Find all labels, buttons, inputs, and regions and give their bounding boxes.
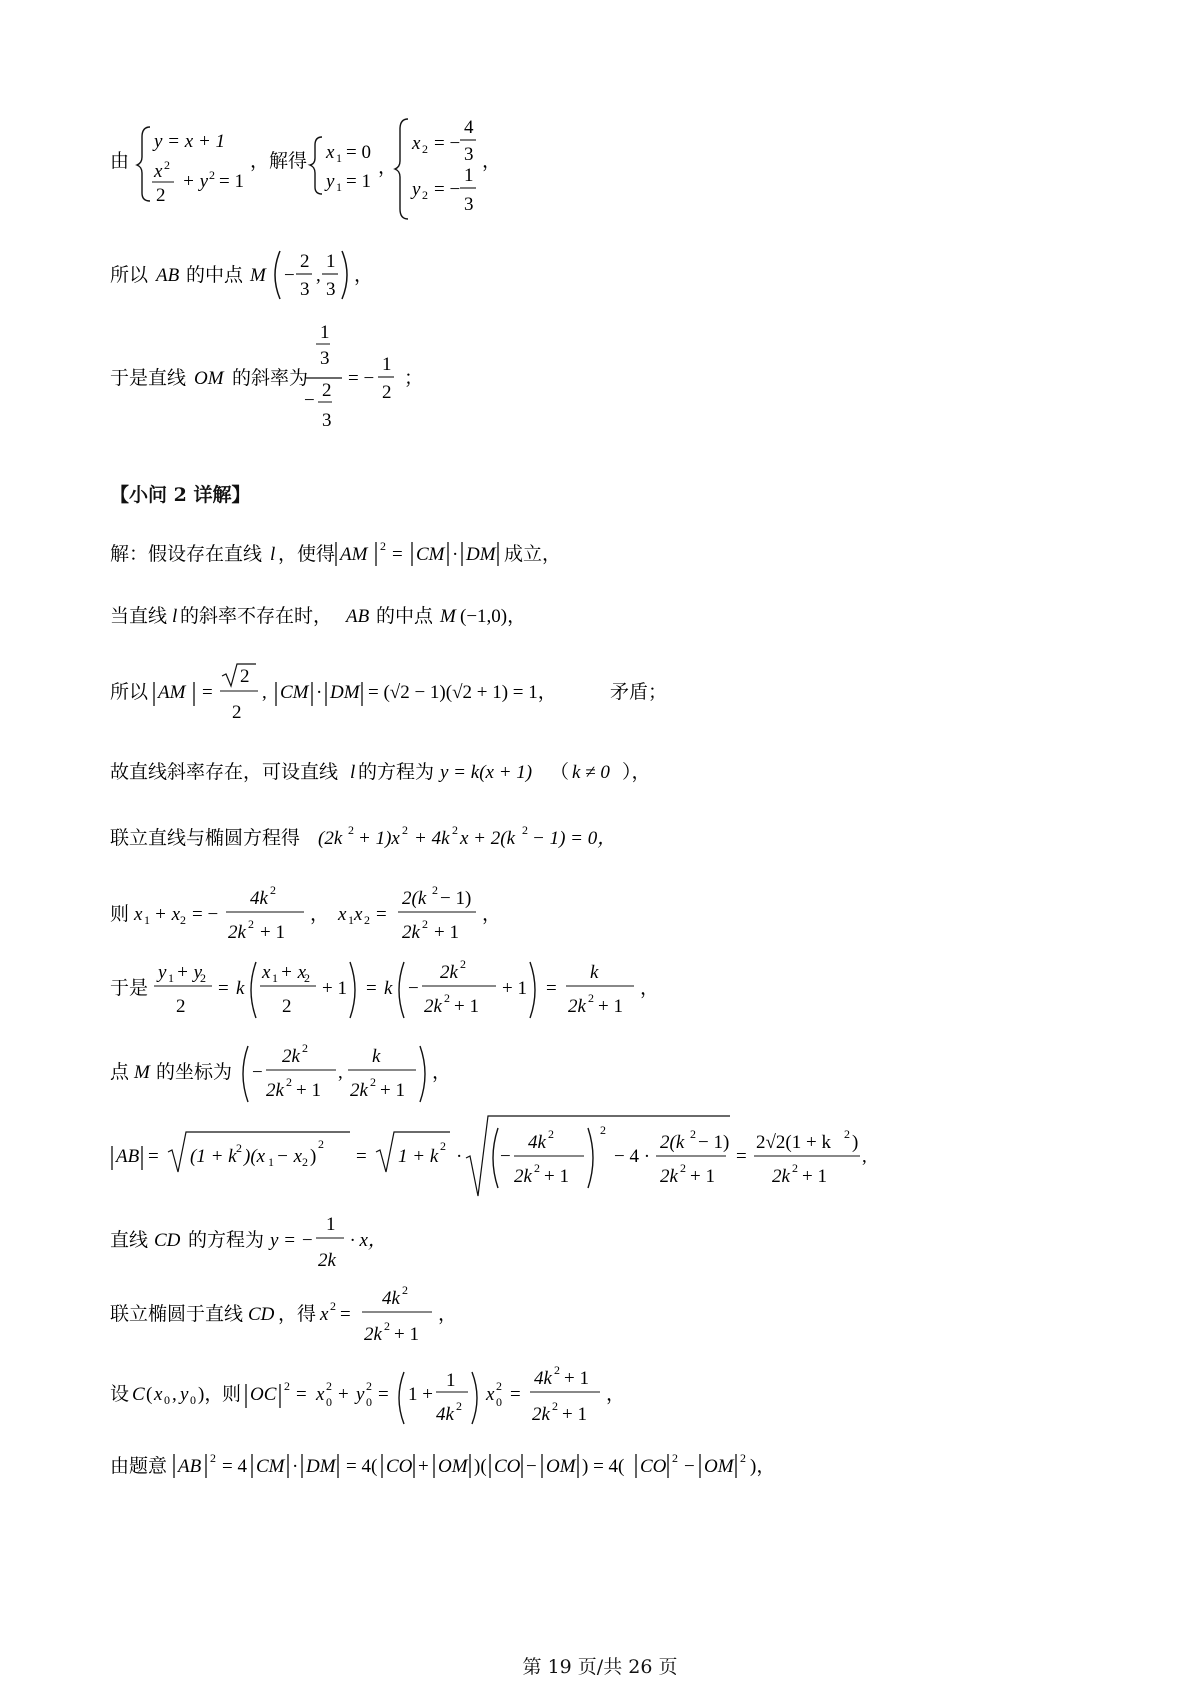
svg-text:故直线斜率存在，可设直线: 故直线斜率存在，可设直线 bbox=[110, 761, 339, 783]
svg-text:=: = bbox=[378, 1384, 389, 1405]
svg-text:2: 2 bbox=[422, 917, 428, 931]
svg-text:+ 1: + 1 bbox=[544, 1166, 569, 1187]
math-line-15 bbox=[110, 1284, 570, 1354]
svg-text:4: 4 bbox=[464, 117, 474, 138]
svg-text:− 1): − 1) bbox=[440, 888, 472, 909]
svg-text:− 1) = 0，: − 1) = 0， bbox=[532, 828, 617, 849]
svg-text:AB: AB bbox=[156, 265, 180, 286]
svg-text:2: 2 bbox=[432, 883, 438, 897]
svg-text:2: 2 bbox=[444, 991, 450, 1005]
svg-text:): ) bbox=[852, 1132, 859, 1153]
svg-text:+ 1: + 1 bbox=[454, 996, 479, 1017]
svg-text:2: 2 bbox=[422, 142, 428, 156]
svg-text:2: 2 bbox=[164, 158, 170, 172]
svg-text:2k: 2k bbox=[350, 1080, 368, 1101]
svg-text:+ x: + x bbox=[280, 962, 307, 983]
svg-text:=: = bbox=[356, 1146, 367, 1167]
svg-text:2: 2 bbox=[286, 1075, 292, 1089]
svg-text:x: x bbox=[262, 962, 271, 983]
svg-text:+ 1: + 1 bbox=[564, 1368, 589, 1389]
svg-text:+ 1: + 1 bbox=[296, 1080, 321, 1101]
svg-text:y: y bbox=[356, 1384, 365, 1405]
svg-text:=: = bbox=[736, 1146, 747, 1167]
svg-text:3: 3 bbox=[300, 279, 310, 300]
svg-text:2k: 2k bbox=[318, 1250, 336, 1271]
svg-text:·: · bbox=[316, 682, 323, 703]
svg-text:2: 2 bbox=[270, 883, 276, 897]
svg-text:2: 2 bbox=[690, 1127, 696, 1141]
svg-text:2k: 2k bbox=[364, 1324, 382, 1345]
svg-text:1: 1 bbox=[446, 1370, 456, 1391]
svg-text:2: 2 bbox=[672, 1451, 678, 1465]
svg-text:,: , bbox=[862, 1146, 867, 1167]
svg-text:2: 2 bbox=[382, 382, 392, 403]
svg-text:0: 0 bbox=[190, 1393, 196, 1407]
svg-text:·: · bbox=[456, 1146, 463, 1167]
svg-text:CO: CO bbox=[494, 1456, 521, 1477]
svg-text:)，: )， bbox=[198, 1384, 224, 1405]
svg-text:1: 1 bbox=[168, 971, 174, 985]
math-line-5 bbox=[110, 534, 630, 574]
svg-text:的斜率不存在时，: 的斜率不存在时， bbox=[180, 605, 333, 627]
svg-text:2: 2 bbox=[384, 1319, 390, 1333]
svg-text:4k: 4k bbox=[436, 1404, 454, 1425]
svg-text:2: 2 bbox=[232, 702, 242, 723]
svg-text:0: 0 bbox=[164, 1393, 170, 1407]
svg-text:2: 2 bbox=[440, 1139, 446, 1153]
svg-text:OM: OM bbox=[546, 1456, 576, 1477]
svg-text:1: 1 bbox=[320, 322, 330, 343]
svg-text:x: x bbox=[316, 1384, 325, 1405]
svg-text:) = 4(: ) = 4( bbox=[582, 1456, 625, 1477]
svg-text:=: = bbox=[218, 978, 229, 999]
svg-text:，: ， bbox=[640, 978, 660, 999]
svg-text:)(x: )(x bbox=[244, 1146, 266, 1167]
svg-text:−: − bbox=[284, 265, 295, 286]
svg-text:，: ， bbox=[482, 904, 502, 925]
svg-text:1 + k: 1 + k bbox=[398, 1146, 439, 1167]
svg-text:y = −: y = − bbox=[270, 1230, 314, 1251]
svg-text:2: 2 bbox=[236, 1141, 242, 1155]
page-number: 第 19 页/共 26 页 bbox=[522, 1656, 678, 1678]
svg-text:0: 0 bbox=[496, 1395, 502, 1409]
svg-text:−: − bbox=[408, 978, 419, 999]
svg-text:+ y: + y bbox=[176, 962, 203, 983]
svg-text:2k: 2k bbox=[402, 922, 420, 943]
svg-text:2: 2 bbox=[422, 188, 428, 202]
svg-text:则: 则 bbox=[110, 903, 130, 925]
svg-text:−: − bbox=[526, 1456, 537, 1477]
svg-text:y = k(x + 1): y = k(x + 1) bbox=[440, 762, 533, 783]
svg-text:+: + bbox=[418, 1456, 429, 1477]
math-line-8 bbox=[110, 752, 730, 792]
svg-text:3: 3 bbox=[320, 348, 330, 369]
math-line-3 bbox=[110, 322, 450, 434]
svg-text:2: 2 bbox=[248, 917, 254, 931]
svg-text:+ 1: + 1 bbox=[502, 978, 527, 999]
svg-text:+ 1: + 1 bbox=[322, 978, 347, 999]
svg-text:2: 2 bbox=[456, 1399, 462, 1413]
svg-text:x: x bbox=[486, 1384, 495, 1405]
svg-text:的中点: 的中点 bbox=[376, 605, 434, 627]
svg-text:1: 1 bbox=[336, 151, 342, 165]
svg-text:(2k: (2k bbox=[318, 828, 343, 849]
svg-text:2: 2 bbox=[366, 1379, 372, 1393]
svg-text:，: ， bbox=[354, 265, 374, 286]
svg-text:3: 3 bbox=[464, 194, 474, 215]
svg-text:当直线: 当直线 bbox=[110, 605, 168, 627]
svg-text:=: = bbox=[392, 544, 403, 565]
svg-text:2: 2 bbox=[370, 1075, 376, 1089]
svg-text:2: 2 bbox=[176, 996, 186, 1017]
svg-text:l: l bbox=[172, 606, 178, 627]
svg-text:x: x bbox=[338, 904, 347, 925]
svg-text:1: 1 bbox=[268, 1155, 274, 1169]
math-line-9 bbox=[110, 818, 730, 858]
svg-text:2k: 2k bbox=[266, 1080, 284, 1101]
svg-text:矛盾；: 矛盾； bbox=[610, 681, 668, 703]
svg-text:AM: AM bbox=[158, 682, 186, 703]
svg-text:= 1: = 1 bbox=[346, 171, 371, 192]
svg-text:（: （ bbox=[550, 761, 570, 783]
svg-text:−: − bbox=[684, 1456, 695, 1477]
svg-text:+ 1: + 1 bbox=[260, 922, 285, 943]
svg-text:2: 2 bbox=[322, 380, 332, 401]
svg-text:x: x bbox=[412, 133, 421, 154]
svg-text:·: · bbox=[452, 544, 459, 565]
svg-text:+ 1: + 1 bbox=[434, 922, 459, 943]
svg-text:M: M bbox=[134, 1062, 150, 1083]
svg-text:=: = bbox=[340, 1304, 351, 1325]
svg-text:点: 点 bbox=[110, 1061, 130, 1083]
math-line-12 bbox=[110, 1036, 570, 1116]
svg-text:DM: DM bbox=[466, 544, 496, 565]
svg-text:1 +: 1 + bbox=[408, 1384, 433, 1405]
svg-text:k: k bbox=[236, 978, 245, 999]
math-line-1 bbox=[110, 115, 530, 225]
svg-text:2: 2 bbox=[240, 666, 250, 687]
svg-text:2: 2 bbox=[552, 1399, 558, 1413]
svg-text:AB: AB bbox=[178, 1456, 202, 1477]
math-line-7 bbox=[110, 660, 710, 730]
svg-text:2: 2 bbox=[740, 1451, 746, 1465]
svg-text:OM: OM bbox=[438, 1456, 468, 1477]
svg-text:2: 2 bbox=[496, 1379, 502, 1393]
svg-text:2: 2 bbox=[588, 991, 594, 1005]
svg-text:=: = bbox=[366, 978, 377, 999]
svg-text:1: 1 bbox=[336, 180, 342, 194]
svg-text:），: ）， bbox=[622, 761, 651, 783]
svg-text:3: 3 bbox=[326, 279, 336, 300]
math-line-10 bbox=[110, 880, 630, 950]
svg-text:2: 2 bbox=[284, 1379, 290, 1393]
svg-text:y: y bbox=[180, 1384, 189, 1405]
svg-text:2k: 2k bbox=[660, 1166, 678, 1187]
svg-text:所以: 所以 bbox=[110, 264, 149, 286]
svg-text:x: x bbox=[154, 161, 163, 182]
svg-text:= 4: = 4 bbox=[222, 1456, 247, 1477]
svg-text:− 4 ·: − 4 · bbox=[614, 1146, 651, 1167]
svg-text:2: 2 bbox=[330, 1299, 336, 1313]
svg-text:k: k bbox=[590, 962, 599, 983]
svg-text:DM: DM bbox=[306, 1456, 336, 1477]
svg-text:,: , bbox=[316, 265, 321, 286]
svg-text:1: 1 bbox=[464, 165, 474, 186]
svg-text:，: ， bbox=[310, 904, 330, 925]
svg-text:1: 1 bbox=[326, 251, 336, 272]
svg-text:2: 2 bbox=[210, 1451, 216, 1465]
svg-text:−: − bbox=[304, 390, 315, 411]
svg-text:= (√2 − 1)(√2 + 1) = 1，: = (√2 − 1)(√2 + 1) = 1， bbox=[368, 682, 557, 703]
svg-text:2(k: 2(k bbox=[402, 888, 427, 909]
svg-text:2k: 2k bbox=[440, 962, 458, 983]
svg-text:x: x bbox=[154, 1384, 163, 1405]
svg-text:则: 则 bbox=[222, 1383, 242, 1405]
svg-text:)(: )( bbox=[474, 1456, 487, 1477]
svg-text:x: x bbox=[320, 1304, 329, 1325]
svg-text:= −: = − bbox=[434, 179, 461, 200]
svg-text:2k: 2k bbox=[282, 1046, 300, 1067]
svg-text:0: 0 bbox=[366, 1395, 372, 1409]
svg-text:的中点: 的中点 bbox=[186, 264, 244, 286]
svg-text:=: = bbox=[202, 682, 213, 703]
svg-text:2: 2 bbox=[282, 996, 292, 1017]
svg-text:所以: 所以 bbox=[110, 681, 149, 703]
svg-text:y = x + 1: y = x + 1 bbox=[154, 131, 226, 152]
svg-text:2: 2 bbox=[402, 1284, 408, 1297]
svg-text:x: x bbox=[134, 904, 143, 925]
svg-text:，: ， bbox=[378, 157, 398, 178]
svg-text:，: ， bbox=[482, 151, 502, 172]
svg-text:4k: 4k bbox=[534, 1368, 552, 1389]
svg-text:− 1): − 1) bbox=[698, 1132, 730, 1153]
svg-text:2k: 2k bbox=[424, 996, 442, 1017]
svg-text:l: l bbox=[350, 762, 356, 783]
svg-text:2: 2 bbox=[348, 823, 354, 837]
svg-text:设: 设 bbox=[110, 1383, 130, 1405]
svg-text:，得: ，得 bbox=[278, 1303, 317, 1325]
svg-text:于是直线: 于是直线 bbox=[110, 367, 187, 389]
svg-text:+ y: + y bbox=[182, 171, 209, 192]
svg-text:2: 2 bbox=[209, 168, 215, 182]
svg-text:+ 1)x: + 1)x bbox=[358, 828, 400, 849]
math-line-2 bbox=[110, 245, 410, 305]
svg-text:2: 2 bbox=[452, 823, 458, 837]
svg-text:2: 2 bbox=[200, 971, 206, 985]
svg-text:2k: 2k bbox=[772, 1166, 790, 1187]
svg-text:): ) bbox=[310, 1146, 317, 1167]
svg-text:2: 2 bbox=[318, 1137, 324, 1151]
svg-text:于是: 于是 bbox=[110, 977, 149, 999]
svg-text:+ 1: + 1 bbox=[598, 996, 623, 1017]
page-footer bbox=[0, 1652, 1200, 1679]
svg-text:3: 3 bbox=[322, 410, 332, 431]
svg-text:,: , bbox=[172, 1384, 177, 1405]
svg-text:k: k bbox=[372, 1046, 381, 1067]
svg-text:CM: CM bbox=[280, 682, 309, 703]
svg-text:2: 2 bbox=[302, 1041, 308, 1055]
svg-text:OM: OM bbox=[194, 368, 224, 389]
svg-text:2: 2 bbox=[402, 823, 408, 837]
svg-text:l: l bbox=[270, 544, 276, 565]
svg-text:CD: CD bbox=[154, 1230, 181, 1251]
svg-text:由: 由 bbox=[110, 150, 130, 172]
svg-text:2: 2 bbox=[548, 1127, 554, 1141]
svg-text:2: 2 bbox=[302, 1155, 308, 1169]
svg-text:x: x bbox=[326, 142, 335, 163]
svg-text:的方程为: 的方程为 bbox=[188, 1229, 265, 1251]
svg-text:AB: AB bbox=[346, 606, 370, 627]
svg-text:由题意: 由题意 bbox=[110, 1455, 168, 1477]
svg-text:+ 1: + 1 bbox=[690, 1166, 715, 1187]
math-line-11 bbox=[110, 952, 730, 1032]
svg-text:OC: OC bbox=[250, 1384, 277, 1405]
svg-text:2: 2 bbox=[460, 957, 466, 971]
svg-text:= −: = − bbox=[434, 133, 461, 154]
svg-text:2k: 2k bbox=[568, 996, 586, 1017]
svg-text:2: 2 bbox=[600, 1123, 606, 1137]
svg-text:CO: CO bbox=[386, 1456, 413, 1477]
math-line-14 bbox=[110, 1210, 530, 1280]
svg-text:C: C bbox=[132, 1384, 145, 1405]
svg-text:，解得: ，解得 bbox=[250, 151, 308, 172]
svg-text:1: 1 bbox=[272, 971, 278, 985]
svg-text:2√2(1 + k: 2√2(1 + k bbox=[756, 1132, 831, 1153]
svg-text:+ 1: + 1 bbox=[380, 1080, 405, 1101]
svg-text:，使得: ，使得 bbox=[278, 543, 336, 565]
svg-text:2(k: 2(k bbox=[660, 1132, 685, 1153]
svg-text:x: x bbox=[354, 904, 363, 925]
svg-text:M: M bbox=[440, 606, 456, 627]
svg-text:·: · bbox=[292, 1456, 299, 1477]
svg-text:，: ， bbox=[438, 1304, 458, 1325]
svg-text:,: , bbox=[262, 682, 267, 703]
math-line-6 bbox=[110, 596, 630, 636]
math-line-17 bbox=[110, 1442, 870, 1492]
svg-text:直线: 直线 bbox=[110, 1229, 149, 1251]
svg-text:2: 2 bbox=[304, 971, 310, 985]
svg-text:=: = bbox=[148, 1146, 159, 1167]
svg-text:2: 2 bbox=[300, 251, 310, 272]
svg-text:CO: CO bbox=[640, 1456, 667, 1477]
svg-text:−: − bbox=[252, 1062, 263, 1083]
svg-text:CD: CD bbox=[248, 1304, 275, 1325]
svg-text:2: 2 bbox=[180, 913, 186, 927]
svg-text:AB: AB bbox=[116, 1146, 140, 1167]
svg-text:AM: AM bbox=[340, 544, 368, 565]
svg-text:+ 4k: + 4k bbox=[414, 828, 450, 849]
svg-text:− x: − x bbox=[276, 1146, 303, 1167]
svg-text:y: y bbox=[326, 171, 335, 192]
svg-text:= 1: = 1 bbox=[219, 171, 244, 192]
svg-text:2: 2 bbox=[680, 1161, 686, 1175]
svg-text:(−1,0)，: (−1,0)， bbox=[460, 606, 527, 627]
svg-text:，: ， bbox=[606, 1384, 626, 1405]
svg-text:2k: 2k bbox=[228, 922, 246, 943]
math-line-16 bbox=[110, 1364, 730, 1434]
svg-text:(1 + k: (1 + k bbox=[190, 1146, 237, 1167]
svg-text:2: 2 bbox=[792, 1161, 798, 1175]
svg-text:1: 1 bbox=[326, 1214, 336, 1235]
svg-text:+: + bbox=[338, 1384, 349, 1405]
svg-text:，: ， bbox=[432, 1062, 452, 1083]
svg-text:=: = bbox=[510, 1384, 521, 1405]
svg-text:4k: 4k bbox=[528, 1132, 546, 1153]
svg-text:联立椭圆于直线: 联立椭圆于直线 bbox=[110, 1303, 244, 1325]
svg-text:+ 1: + 1 bbox=[394, 1324, 419, 1345]
svg-text:的方程为: 的方程为 bbox=[358, 761, 435, 783]
svg-text:y: y bbox=[158, 962, 167, 983]
svg-text:的坐标为: 的坐标为 bbox=[156, 1061, 233, 1083]
svg-text:2k: 2k bbox=[532, 1404, 550, 1425]
section-heading: 【小问 2 详解】 bbox=[110, 484, 251, 506]
svg-text:2k: 2k bbox=[514, 1166, 532, 1187]
svg-text:1: 1 bbox=[382, 354, 392, 375]
svg-text:x + 2(k: x + 2(k bbox=[460, 828, 516, 849]
svg-text:,: , bbox=[338, 1062, 343, 1083]
svg-text:2: 2 bbox=[380, 539, 386, 553]
svg-text:· x，: · x， bbox=[350, 1230, 387, 1251]
svg-text:= 4(: = 4( bbox=[346, 1456, 378, 1477]
svg-text:M: M bbox=[250, 265, 266, 286]
svg-text:2: 2 bbox=[326, 1379, 332, 1393]
svg-text:y: y bbox=[412, 179, 421, 200]
svg-text:+ 1: + 1 bbox=[562, 1404, 587, 1425]
svg-text:= −: = − bbox=[192, 904, 219, 925]
math-line-13 bbox=[110, 1112, 870, 1202]
svg-text:k ≠ 0: k ≠ 0 bbox=[572, 762, 610, 783]
svg-text:CM: CM bbox=[416, 544, 445, 565]
svg-text:=: = bbox=[546, 978, 557, 999]
svg-text:CM: CM bbox=[256, 1456, 285, 1477]
svg-text:(: ( bbox=[146, 1384, 153, 1405]
svg-text:2: 2 bbox=[844, 1127, 850, 1141]
svg-text:联立直线与椭圆方程得: 联立直线与椭圆方程得 bbox=[110, 827, 301, 849]
svg-text:= 0: = 0 bbox=[346, 142, 371, 163]
svg-text:1: 1 bbox=[144, 913, 150, 927]
svg-text:2: 2 bbox=[364, 913, 370, 927]
svg-text:2: 2 bbox=[156, 185, 166, 206]
svg-text:=: = bbox=[376, 904, 387, 925]
svg-text:的斜率为: 的斜率为 bbox=[232, 367, 309, 389]
svg-text:1: 1 bbox=[348, 913, 354, 927]
svg-text:DM: DM bbox=[330, 682, 360, 703]
svg-text:−: − bbox=[500, 1146, 511, 1167]
svg-text:=: = bbox=[296, 1384, 307, 1405]
svg-text:成立，: 成立， bbox=[504, 543, 562, 565]
svg-text:4k: 4k bbox=[250, 888, 268, 909]
svg-text:2: 2 bbox=[522, 823, 528, 837]
svg-text:0: 0 bbox=[326, 1395, 332, 1409]
svg-text:4k: 4k bbox=[382, 1288, 400, 1309]
svg-text:+ 1: + 1 bbox=[802, 1166, 827, 1187]
svg-text:OM: OM bbox=[704, 1456, 734, 1477]
svg-text:)，: )， bbox=[750, 1456, 776, 1477]
svg-text:解：假设存在直线: 解：假设存在直线 bbox=[110, 543, 263, 565]
svg-text:+ x: + x bbox=[154, 904, 181, 925]
svg-text:3: 3 bbox=[464, 144, 474, 165]
svg-text:2: 2 bbox=[534, 1161, 540, 1175]
svg-text:k: k bbox=[384, 978, 393, 999]
svg-text:= −: = − bbox=[348, 368, 375, 389]
svg-text:2: 2 bbox=[554, 1364, 560, 1377]
svg-text:；: ； bbox=[404, 368, 424, 389]
